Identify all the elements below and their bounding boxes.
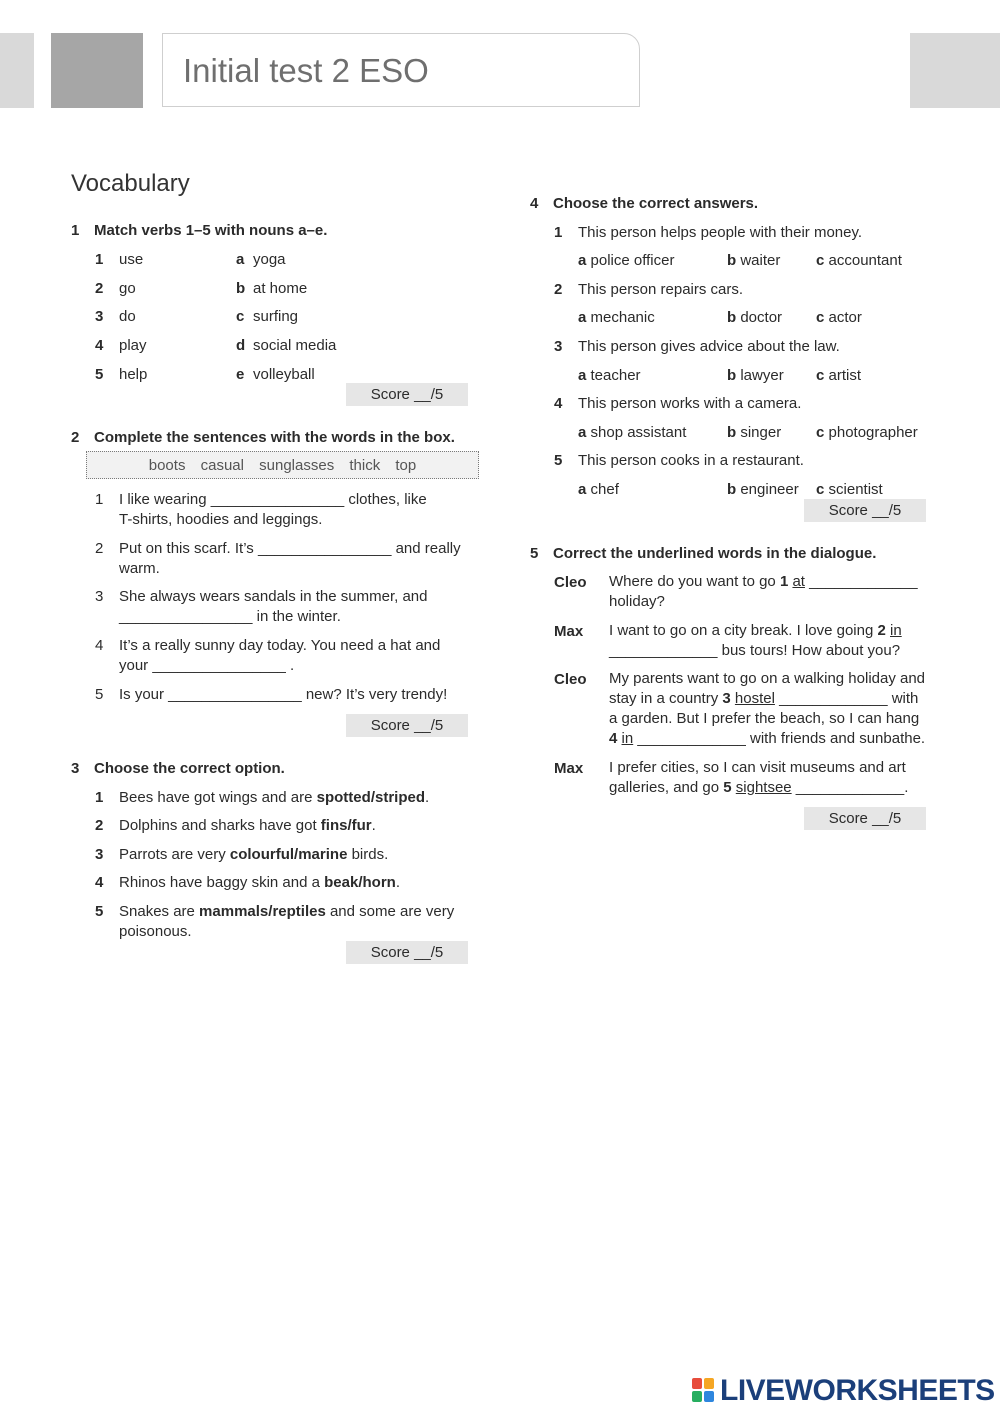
- box-word: thick: [349, 457, 381, 474]
- q1-verb: 5 help: [95, 366, 148, 383]
- speaker-cleo: Cleo: [554, 574, 587, 591]
- q1-noun[interactable]: a yoga: [236, 251, 286, 268]
- speaker-max: Max: [554, 760, 584, 777]
- header-decor-right: [910, 33, 1000, 108]
- q1-verb: 4 play: [95, 337, 147, 354]
- q2-number: 2: [71, 429, 80, 446]
- speaker-max: Max: [554, 623, 584, 640]
- q3-score: Score __/5: [346, 941, 468, 964]
- page-title: Initial test 2 ESO: [183, 52, 429, 89]
- q5-number: 5: [530, 545, 539, 562]
- box-word: sunglasses: [259, 457, 335, 474]
- q3-instruction: Choose the correct option.: [94, 760, 285, 777]
- q1-score: Score __/5: [346, 383, 468, 406]
- q1-noun[interactable]: e volleyball: [236, 366, 315, 383]
- dialogue-line[interactable]: I want to go on a city break. I love going 2 in _____________ bus tours! How about you?: [609, 622, 902, 659]
- q2-instruction: Complete the sentences with the words in the box.: [94, 429, 455, 446]
- q1-verb: 2 go: [95, 280, 136, 297]
- box-word: boots: [148, 457, 186, 474]
- q2-score: Score __/5: [346, 714, 468, 737]
- q1-verb: 1 use: [95, 251, 144, 268]
- q3-number: 3: [71, 760, 80, 777]
- dialogue-line[interactable]: Where do you want to go 1 at _____________ holiday?: [609, 573, 918, 610]
- q1-noun[interactable]: c surfing: [236, 308, 299, 325]
- box-word: casual: [200, 457, 244, 474]
- speaker-cleo: Cleo: [554, 671, 587, 688]
- q4-number: 4: [530, 195, 539, 212]
- header-decor-block: [51, 33, 143, 108]
- logo-grid-icon: [692, 1378, 716, 1404]
- q5-instruction: Correct the underlined words in the dialogue.: [553, 545, 877, 562]
- q1-noun[interactable]: d social media: [236, 337, 337, 354]
- word-box: [86, 451, 479, 479]
- q4-instruction: Choose the correct answers.: [553, 195, 759, 212]
- title-box: [162, 33, 640, 107]
- q1-verb: 3 do: [95, 308, 136, 325]
- q1-noun[interactable]: b at home: [236, 280, 308, 297]
- q4-score: Score __/5: [804, 499, 926, 522]
- q5-score: Score __/5: [804, 807, 926, 830]
- dialogue-line[interactable]: My parents want to go on a walking holiday and stay in a country 3 hostel _____________ with a garden. But I prefer the beach, so I can hang 4 in _____________ with friends and sunbathe.: [609, 670, 926, 747]
- dialogue-line[interactable]: I prefer cities, so I can visit museums and art galleries, and go 5 sightsee _____________.: [609, 759, 909, 796]
- section-title: Vocabulary: [71, 170, 190, 197]
- logo-text: LIVEWORKSHEETS: [720, 1374, 995, 1407]
- box-word: top: [395, 457, 417, 474]
- header-decor-left: [0, 33, 34, 108]
- q1-instruction: Match verbs 1–5 with nouns a–e.: [94, 222, 328, 239]
- q1-number: 1: [71, 222, 80, 239]
